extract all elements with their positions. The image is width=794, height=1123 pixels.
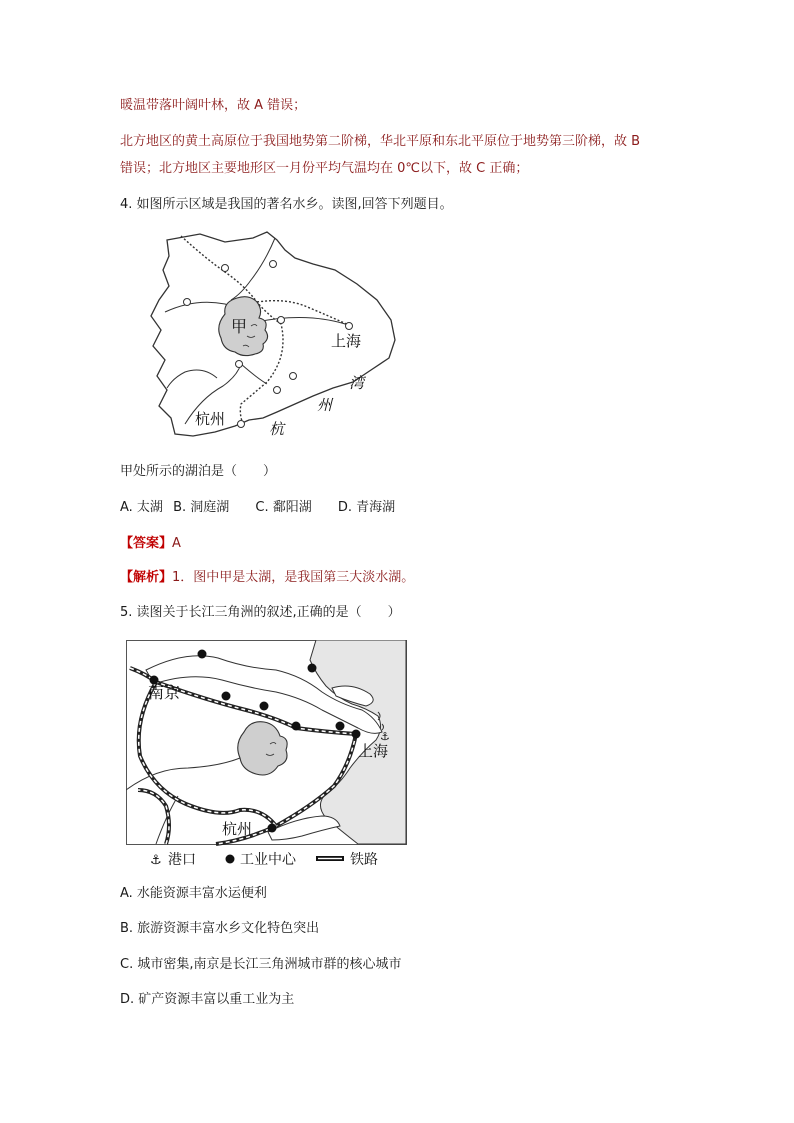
q5-lake-taihu [238,722,287,775]
q5-label-nanjing: 南京 [148,683,181,702]
q4-river [241,364,267,384]
q4-river [257,318,351,327]
q4-city-marker [270,261,277,268]
answer-tag: 【答案】 [120,536,173,551]
q4-city-marker [278,317,285,324]
q4-label-bay: 湾 [349,374,365,392]
q4-question: 甲处所示的湖泊是（ ） [120,464,277,479]
q4-label-bay: 州 [317,396,333,414]
analysis-text: 1．图中甲是太湖，是我国第三大淡水湖。 [172,570,415,585]
legend-industry-icon [226,855,235,864]
q4-option-b[interactable]: B. 洞庭湖 [173,500,230,515]
q4-map [145,228,405,443]
q5-industry-marker [352,730,361,739]
q5-port-icon: ⚓ [380,730,390,743]
q4-stem: 4. 如图所示区域是我国的著名水乡。读图,回答下列题目。 [120,197,453,212]
q5-option-d[interactable]: D. 矿产资源丰富以重工业为主 [120,992,295,1007]
q5-industry-marker [268,824,277,833]
q5-option-b[interactable]: B. 旅游资源丰富水乡文化特色突出 [120,921,320,936]
q5-stem: 5. 读图关于长江三角洲的叙述,正确的是（ ） [120,605,401,620]
q4-label-shanghai: 上海 [331,332,362,350]
legend-port-label: 港口 [168,852,196,868]
q4-city-marker [238,421,245,428]
answer-value: A [172,536,181,551]
q5-industry-marker [260,702,269,711]
q5-industry-marker [336,722,345,731]
q4-label-bay: 杭 [269,420,285,438]
q5-industry-marker [292,722,301,731]
q4-river [167,370,217,388]
q4-analysis [120,568,414,588]
explanation-line-3: 错误；北方地区主要地形区一月份平均气温均在 0℃以下，故 C 正确； [120,161,529,176]
legend-industry-label: 工业中心 [240,852,296,868]
q4-city-marker [222,265,229,272]
explanation-line-2: 北方地区的黄土高原位于我国地势第二阶梯，华北平原和东北平原位于地势第三阶梯，故 B [120,134,641,149]
q4-option-d[interactable]: D. 青海湖 [337,500,396,515]
q4-city-marker [184,299,191,306]
q5-industry-marker [308,664,317,673]
q4-city-marker [346,323,353,330]
legend-port-icon: ⚓ [150,853,162,868]
q5-label-shanghai: 上海 [358,742,389,760]
q4-city-marker [236,361,243,368]
q4-city-marker [274,387,281,394]
q5-option-c[interactable]: C. 城市密集,南京是长江三角洲城市群的核心城市 [120,957,402,972]
q4-city-marker [290,373,297,380]
q5-qiantang [268,816,340,840]
q4-option-c[interactable]: C. 鄱阳湖 [255,500,312,515]
q5-industry-marker [198,650,207,659]
q5-option-a[interactable]: A. 水能资源丰富水运便利 [120,886,267,901]
explanation-line-1: 暖温带落叶阔叶林，故 A 错误； [120,98,307,113]
q5-map [126,640,408,872]
analysis-tag: 【解析】 [120,570,173,585]
q4-river [231,238,275,300]
q5-legend [150,851,378,868]
legend-railway-label: 铁路 [350,852,378,868]
q4-options [120,498,395,518]
q4-answer [120,534,181,554]
q5-industry-marker [222,692,231,701]
q4-label-hangzhou: 杭州 [195,410,226,428]
q4-label-jia: 甲 [231,317,248,336]
q5-label-hangzhou: 杭州 [222,820,253,838]
q4-option-a[interactable]: A. 太湖 [120,500,163,515]
